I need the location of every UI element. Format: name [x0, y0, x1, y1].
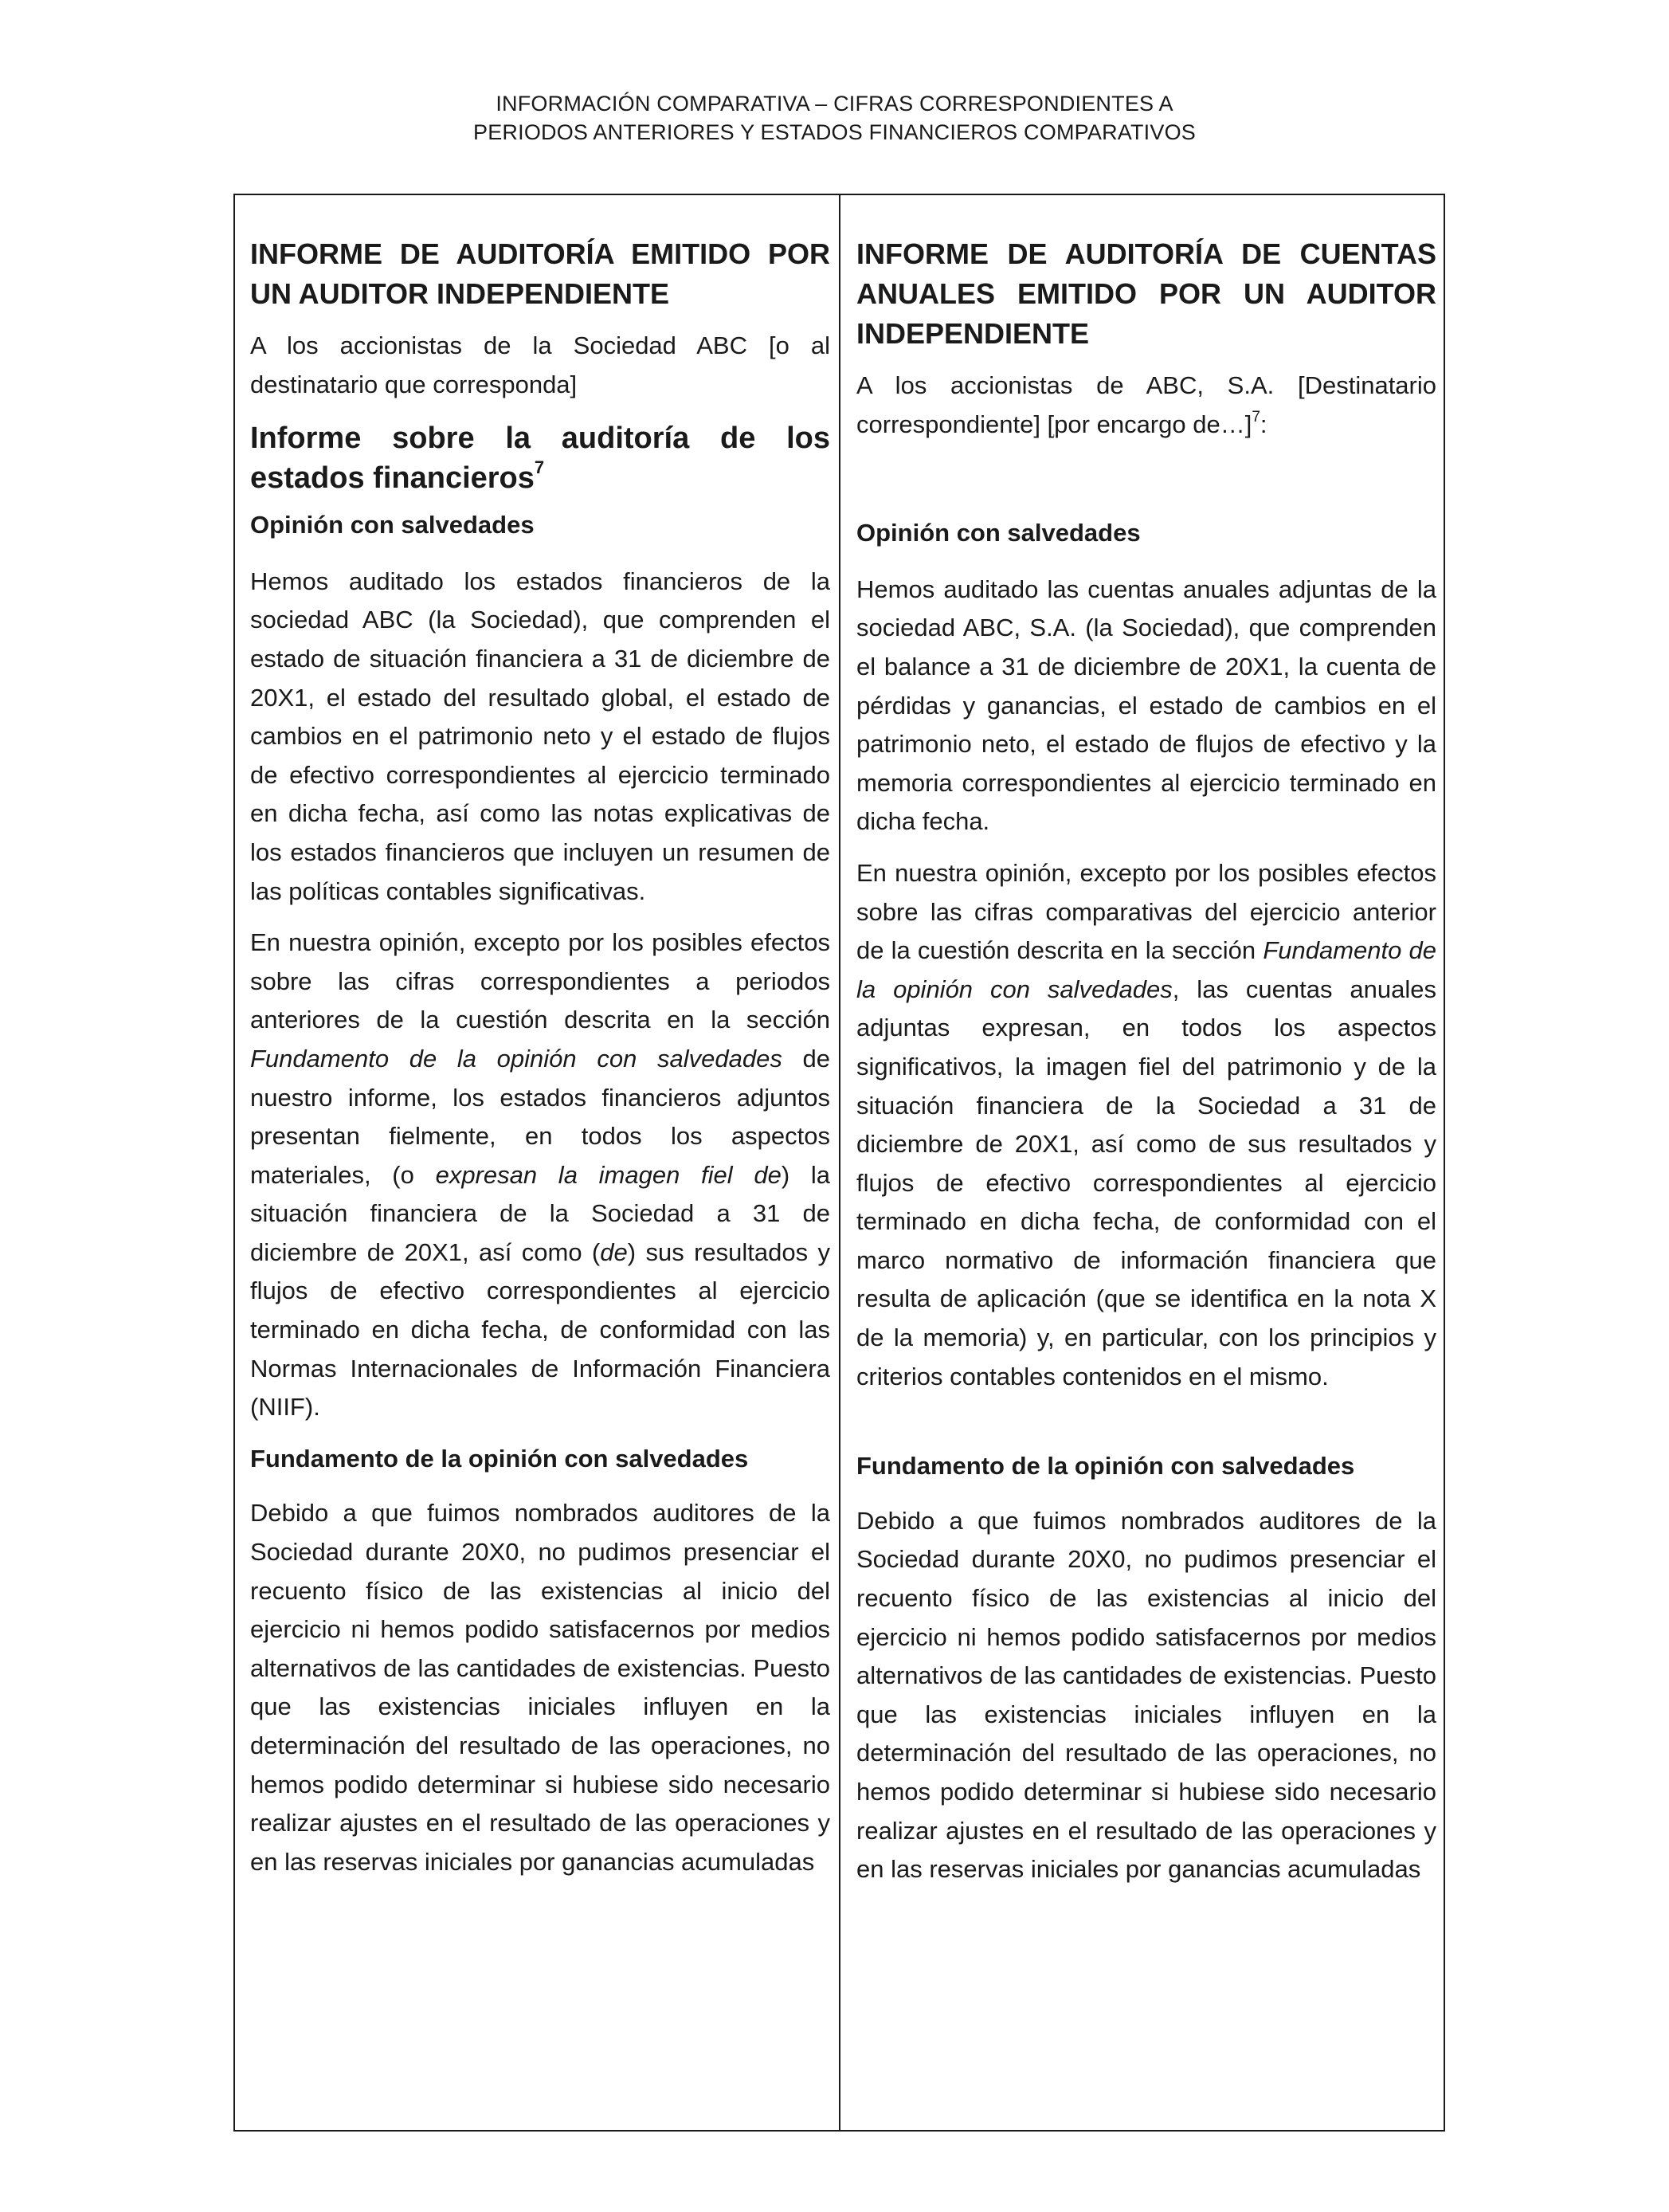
- left-opinion-p2-italic-b: Fundamento de la opinión con salvedades: [250, 1044, 782, 1073]
- left-opinion-p2-text-e: ) la situación financiera de la Sociedad a 31 de diciembre de 20X1, así como (: [250, 1160, 830, 1266]
- left-section-title: [250, 418, 830, 498]
- page-header: [0, 89, 1669, 147]
- right-basis-paragraph-1: Debido a que fuimos nombrados auditores de la Sociedad durante 20X0, no pudimos presenciar el recuento físico de las existencias al inicio del ejercicio ni hemos podido satisfacernos por medios alternativos de las cantidades de existencias. Puesto que las existencias iniciales influyen en la determinación del resultado de las operaciones, no hemos podido determinar si hubiese sido necesario realizar ajustes en el resultado de las operaciones y en las reservas iniciales por ganancias acumuladas: [856, 1506, 1436, 1884]
- right-addressee: [856, 367, 1436, 444]
- left-opinion-p2-text-g: ) sus resultados y flujos de efectivo correspondientes al ejercicio terminado en dicha fecha, de conformidad con las Normas Internacionales de Información Financiera (NIIF).: [250, 1237, 830, 1422]
- right-addressee-text-c: por encargo de…]: [1054, 410, 1252, 438]
- left-opinion-heading: Opinión con salvedades: [250, 511, 535, 539]
- left-opinion-paragraph-1: Hemos auditado los estados financieros de la sociedad ABC (la Sociedad), que comprenden el estado de situación financiera a 31 de diciembre de 20X1, el estado del resultado global, el estado de cambios en el patrimonio neto y el estado de flujos de efectivo correspondientes al ejercicio terminado en dicha fecha, así como las notas explicativas de los estados financieros que incluyen un resumen de las políticas contables significativas.: [250, 567, 830, 905]
- right-basis-heading: Fundamento de la opinión con salvedades: [856, 1452, 1355, 1481]
- right-opinion-p2-text-c: , las cuentas anuales adjuntas expresan, en todos los aspectos significativos, la imagen fiel del patrimonio y de la situación financiera de la Sociedad a 31 de diciembre de 20X1, así como de sus resultados y flujos de efectivo correspondientes al ejercicio terminado en dicha fecha, de conformidad con el marco normativo de información financiera que resulta de aplicación (que se identifica en la nota X de la memoria) y, en particular, con los principios y criterios contables contenidos en el mismo.: [856, 975, 1436, 1390]
- left-opinion-p2-italic-d: expresan la imagen fiel de: [435, 1160, 782, 1189]
- right-addressee-footnote: 7: [1252, 408, 1260, 426]
- right-column: [856, 234, 1436, 1889]
- header-line-2: PERIODOS ANTERIORES Y ESTADOS FINANCIEROS COMPARATIVOS: [473, 120, 1196, 144]
- right-opinion-p2-italic-b: Fundamento de la opinión con salvedades: [856, 936, 1436, 1003]
- right-opinion-paragraph-1: Hemos auditado las cuentas anuales adjuntas de la sociedad ABC, S.A. (la Sociedad), que comprenden el balance a 31 de diciembre de 20X1, la cuenta de pérdidas y ganancias, el estado de cambios en el patrimonio neto, el estado de flujos de efectivo y la memoria correspondientes al ejercicio terminado en dicha fecha.: [856, 575, 1436, 836]
- right-addressee-end: :: [1260, 410, 1267, 438]
- left-opinion-paragraph-2: [250, 924, 830, 1427]
- left-basis-heading: Fundamento de la opinión con salvedades: [250, 1444, 749, 1473]
- right-opinion-heading: Opinión con salvedades: [856, 519, 1141, 547]
- left-opinion-p2-italic-f: de: [600, 1237, 628, 1266]
- right-addressee-text-a: A los accionistas de ABC, S.A. [Destinatario correspondiente]: [856, 371, 1436, 438]
- right-opinion-paragraph-2: [856, 854, 1436, 1396]
- header-line-1: INFORMACIÓN COMPARATIVA – CIFRAS CORRESPONDIENTES A: [496, 92, 1173, 116]
- left-column: [250, 234, 830, 1881]
- left-addressee: A los accionistas de la Sociedad ABC [o al destinatario que corresponda]: [250, 331, 830, 398]
- comparison-table: [233, 194, 1445, 2132]
- right-report-title: INFORME DE AUDITORÍA DE CUENTAS ANUALES EMITIDO POR UN AUDITOR INDEPENDIENTE: [856, 237, 1436, 350]
- column-divider: [839, 195, 840, 2130]
- right-addressee-bracket: [: [1047, 410, 1055, 438]
- left-report-title: INFORME DE AUDITORÍA EMITIDO POR UN AUDITOR INDEPENDIENTE: [250, 237, 830, 310]
- right-opinion-p2-text-a: En nuestra opinión, excepto por los posibles efectos sobre las cifras comparativas del ejercicio anterior de la cuestión descrita en la sección: [856, 858, 1436, 965]
- left-basis-paragraph-1: Debido a que fuimos nombrados auditores de la Sociedad durante 20X0, no pudimos presenciar el recuento físico de las existencias al inicio del ejercicio ni hemos podido satisfacernos por medios alternativos de las cantidades de existencias. Puesto que las existencias iniciales influyen en la determinación del resultado de las operaciones, no hemos podido determinar si hubiese sido necesario realizar ajustes en el resultado de las operaciones y en las reservas iniciales por ganancias acumuladas: [250, 1499, 830, 1876]
- left-section-title-text: Informe sobre la auditoría de los estados financieros: [250, 422, 830, 496]
- left-opinion-p2-text-a: En nuestra opinión, excepto por los posibles efectos sobre las cifras correspondientes a periodos anteriores de la cuestión descrita en la sección: [250, 928, 830, 1034]
- left-section-footnote: 7: [534, 457, 545, 478]
- left-opinion-p2-text-c: de nuestro informe, los estados financieros adjuntos presentan fielmente, en todos los aspectos materiales, (o: [250, 1044, 830, 1189]
